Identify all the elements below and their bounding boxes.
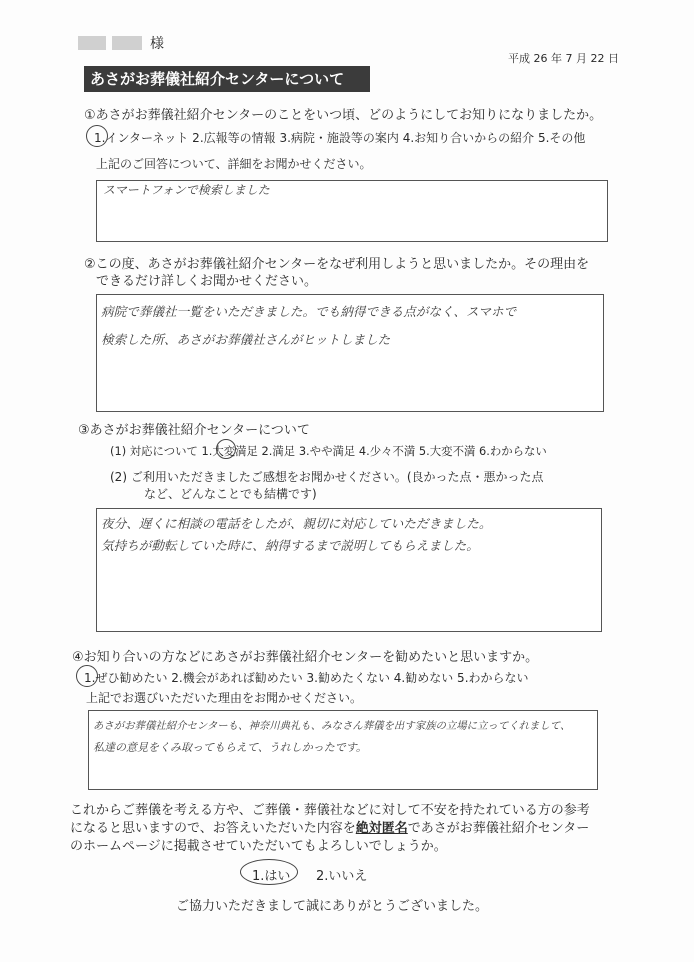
closing-line2: [70, 817, 589, 836]
survey-date: 平成 26 年 7 月 22 日: [508, 52, 619, 65]
consent-no: 2.いいえ: [316, 869, 368, 884]
q3-sub2-line1: (2) ご利用いただきましたご感想をお聞かせください。(良かった点・悪かった点: [110, 470, 544, 484]
q3-answer-line2: 気持ちが動転していた時に、納得するまで説明してもらえました。: [101, 538, 479, 553]
q2-question-line2: できるだけ詳しくお聞かせください。: [96, 274, 318, 289]
thanks-message: ご協力いただきまして誠にありがとうございました。: [176, 899, 489, 914]
closing-line3: のホームページに掲載させていただいてもよろしいでしょうか。: [70, 839, 447, 854]
q1-options: 1.インターネット 2.広報等の情報 3.病院・施設等の案内 4.お知り合いからの紹介 5.その他: [94, 131, 586, 145]
consent-yes: 1.はい: [252, 869, 291, 884]
q4-answer-line2: 私達の意見をくみ取ってもらえて、うれしかったです。: [93, 741, 367, 754]
q3-sub2-line2: など、どんなことでも結構です): [144, 487, 317, 501]
q4-options: 1.ぜひ勧めたい 2.機会があれば勧めたい 3.勧めたくない 4.勧めない 5.わからない: [84, 671, 529, 685]
q2-answer-line2: 検索した所、あさがお葬儀社さんがヒットしました: [101, 332, 391, 347]
anonymity-emphasis: 絶対匿名: [355, 821, 408, 836]
q1-answer: スマートフォンで検索しました: [103, 183, 270, 197]
q4-answer-box: [88, 710, 598, 790]
q2-answer-box: [96, 294, 604, 412]
q1-question: ①あさがお葬儀社紹介センターのことをいつ頃、どのようにしてお知りになりましたか。: [84, 108, 603, 123]
q4-answer-line1: あさがお葬儀社紹介センターも、神奈川典礼も、みなさん葬儀を出す家族の立場に立ってくれまして、: [93, 720, 571, 732]
q3-answer-line1: 夜分、遅くに相談の電話をしたが、親切に対応していただきました。: [101, 516, 492, 531]
q1-answer-box: [96, 180, 608, 242]
redacted-name-block: [112, 36, 142, 50]
q3-sub1: (1) 対応について 1.大変満足 2.満足 3.やや満足 4.少々不満 5.大変不満 6.わからない: [110, 444, 547, 458]
q1-followup: 上記のご回答について、詳細をお聞かせください。: [96, 157, 372, 171]
closing-line2-post: であさがお葬儀社紹介センター: [407, 821, 590, 836]
q3-question: ③あさがお葬儀社紹介センターについて: [78, 423, 310, 438]
honorific: 様: [150, 36, 164, 52]
page-title: あさがお葬儀社紹介センターについて: [84, 66, 370, 92]
closing-line1: これからご葬儀を考える方や、ご葬儀・葬儀社などに対して不安を持たれている方の参考: [70, 803, 590, 818]
q4-followup: 上記でお選びいただいた理由をお聞かせください。: [86, 691, 363, 705]
closing-line2-pre: になると思いますので、お答えいただいた内容を: [70, 821, 356, 836]
q4-question: ④お知り合いの方などにあさがお葬儀社紹介センターを勧めたいと思いますか。: [72, 650, 539, 665]
redacted-name-block: [78, 36, 106, 50]
q3-answer-box: [96, 508, 602, 632]
q2-question-line1: ②この度、あさがお葬儀社紹介センターをなぜ利用しようと思いましたか。その理由を: [84, 257, 590, 272]
q2-answer-line1: 病院で葬儀社一覧をいただきました。でも納得できる点がなく、スマホで: [101, 304, 517, 319]
